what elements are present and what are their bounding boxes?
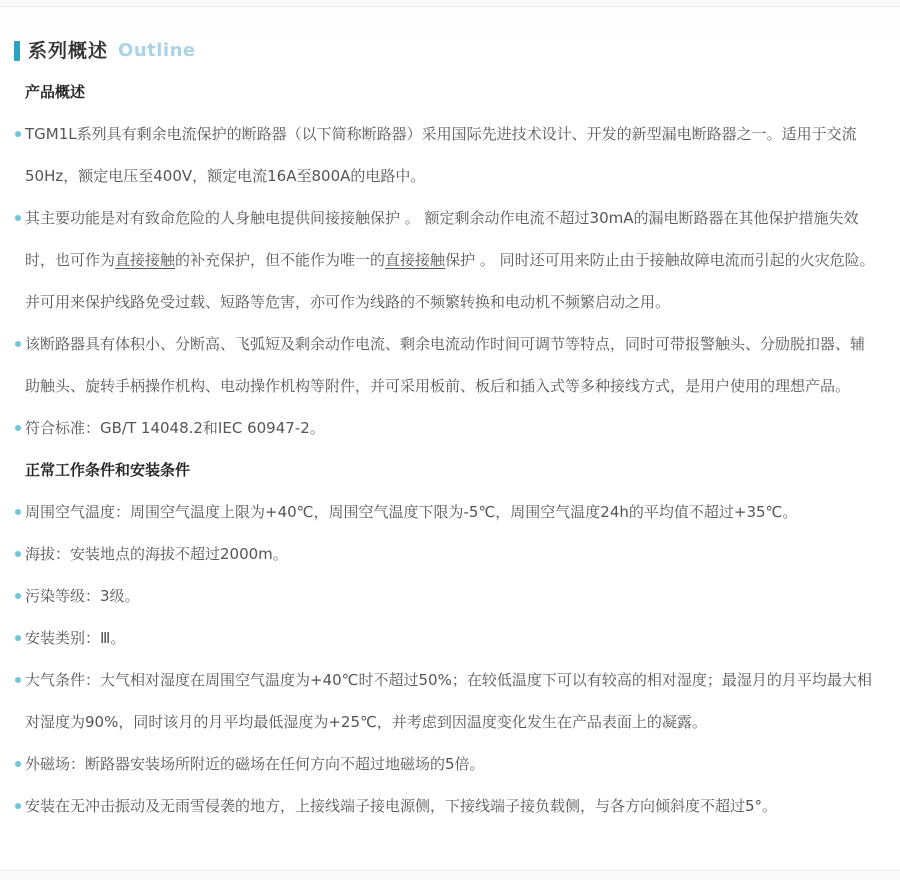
text-segment: 安装在无冲击振动及无雨雪侵袭的地方，上接线端子接电源侧，下接线端子接负载侧，与各方向倾斜度不超过5°。: [25, 797, 778, 815]
bullet-text: [25, 629, 125, 647]
bullet-list: [25, 491, 878, 827]
bullet-text: [25, 125, 857, 185]
section-heading: 产品概述: [25, 83, 86, 101]
bullet-dot-icon: [15, 593, 21, 599]
document-sheet: [0, 39, 900, 880]
bullet-dot-icon: [15, 677, 21, 683]
bullet-text: [25, 503, 797, 521]
text-segment: 周围空气温度：周围空气温度上限为+40℃，周围空气温度下限为-5℃，周围空气温度24h的平均值不超过+35℃。: [25, 503, 798, 521]
bullet-item: [25, 491, 878, 533]
bullet-item: [25, 533, 878, 575]
sections: [25, 71, 878, 827]
bullet-item: [25, 617, 878, 659]
bullet-text: [25, 755, 485, 773]
text-segment: 保护 。 同时还可用来防止由于接触故障电流而引起的火灾危险。并可用来保护线路免受过载、短路等危害，亦可作为线路的不频繁转换和电动机不频繁启动之用。: [25, 251, 875, 311]
text-segment: 外磁场：断路器安装场所附近的磁场在任何方向不超过地磁场的5倍。: [25, 755, 485, 773]
page-title-en: Outline: [118, 40, 196, 61]
title-accent-bar-icon: [14, 41, 20, 61]
document-content: [0, 39, 900, 827]
bullet-dot-icon: [15, 215, 21, 221]
text-segment: TGM1L系列具有剩余电流保护的断路器（以下简称断路器）采用国际先进技术设计、开发的新型漏电断路器之一。适用于交流50Hz，额定电压至400V，额定电流16A至800A的电路中。: [25, 125, 857, 185]
bullet-dot-icon: [15, 761, 21, 767]
bullet-item: [25, 407, 878, 449]
page-title: [14, 39, 878, 63]
keyword-link[interactable]: 直接接触: [385, 251, 446, 269]
bullet-dot-icon: [15, 425, 21, 431]
bullet-item: [25, 659, 878, 743]
bullet-dot-icon: [15, 551, 21, 557]
page-bottom-edge: [0, 870, 900, 880]
bullet-item: [25, 113, 878, 197]
text-segment: 的补充保护，但不能作为唯一的: [175, 251, 386, 269]
bullet-text: [25, 587, 140, 605]
bullet-text: [25, 545, 288, 563]
bullet-dot-icon: [15, 131, 21, 137]
bullet-dot-icon: [15, 803, 21, 809]
text-segment: 大气条件：大气相对湿度在周围空气温度为+40℃时不超过50%；在较低温度下可以有较高的相对湿度；最湿月的月平均最大相对湿度为90%，同时该月的月平均最低湿度为+25℃，并考虑到因温度变化发生在产品表面上的凝露。: [25, 671, 872, 731]
page-top-edge: [0, 0, 900, 7]
bullet-text: [25, 671, 872, 731]
bullet-text: [25, 209, 875, 311]
page-title-cn: 系列概述: [28, 40, 109, 62]
keyword-link[interactable]: 直接接触: [115, 251, 176, 269]
bullet-item: [25, 323, 878, 407]
bullet-item: [25, 743, 878, 785]
text-segment: 该断路器具有体积小、分断高、飞弧短及剩余动作电流、剩余电流动作时间可调节等特点，同时可带报警触头、分励脱扣器、辅助触头、旋转手柄操作机构、电动操作机构等附件，并可采用板前、板后和插入式等多种接线方式，是用户使用的理想产品。: [25, 335, 866, 395]
bullet-item: [25, 785, 878, 827]
text-segment: 污染等级：3级。: [25, 587, 140, 605]
text-segment: 安装类别：Ⅲ。: [25, 629, 126, 647]
bullet-text: [25, 797, 777, 815]
bullet-dot-icon: [15, 341, 21, 347]
text-segment: 符合标准：GB/T 14048.2和IEC 60947-2。: [25, 419, 325, 437]
bullet-list: [25, 113, 878, 449]
text-segment: 其主要功能是对有致命危险的人身触电提供间接接触保护 。 额定剩余动作电流不超过30mA的漏电断路器在其他保护措施失效时，也可作为: [25, 209, 859, 269]
bullet-item: [25, 197, 878, 323]
text-segment: 海拔：安装地点的海拔不超过2000m。: [25, 545, 288, 563]
bullet-text: [25, 419, 325, 437]
bullet-dot-icon: [15, 509, 21, 515]
section-heading: 正常工作条件和安装条件: [25, 461, 191, 479]
bullet-text: [25, 335, 865, 395]
bullet-dot-icon: [15, 635, 21, 641]
bullet-item: [25, 575, 878, 617]
